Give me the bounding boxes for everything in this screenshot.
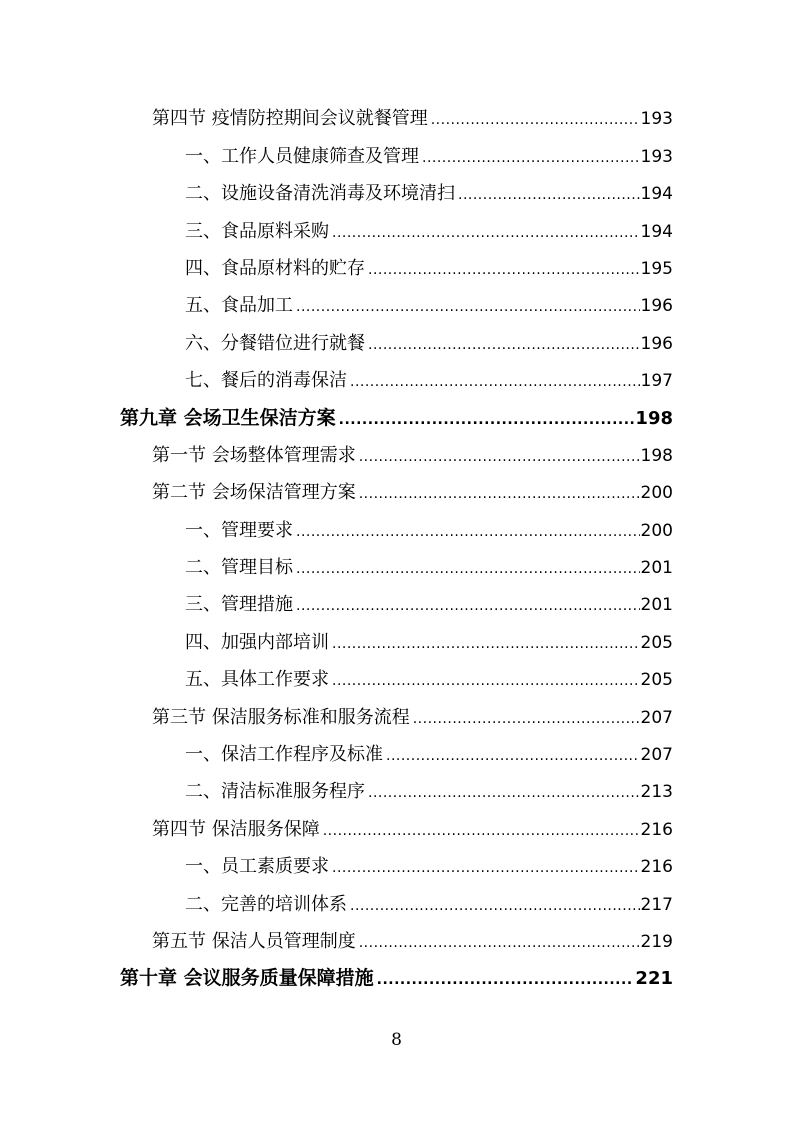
toc-entry-label: 第十章 会议服务质量保障措施 xyxy=(120,967,374,990)
toc-entry-label: 六、分餐错位进行就餐 xyxy=(185,332,365,354)
toc-entry[interactable] xyxy=(0,848,793,885)
toc-entry[interactable] xyxy=(0,137,793,174)
toc-entry[interactable] xyxy=(0,362,793,399)
toc-entry[interactable] xyxy=(0,511,793,548)
toc-entry-label: 七、餐后的消毒保洁 xyxy=(185,370,347,392)
toc-entry-label: 第九章 会场卫生保洁方案 xyxy=(120,406,336,429)
toc-entry[interactable] xyxy=(0,324,793,361)
table-of-contents xyxy=(0,100,793,997)
toc-entry-label: 第四节 疫情防控期间会议就餐管理 xyxy=(152,108,428,130)
toc-leader-dots xyxy=(431,113,640,127)
toc-entry-label: 五、食品加工 xyxy=(185,295,293,317)
toc-entry[interactable] xyxy=(0,287,793,324)
toc-entry[interactable] xyxy=(0,586,793,623)
toc-leader-dots xyxy=(377,973,635,987)
toc-entry-page: 205 xyxy=(640,632,673,653)
toc-entry[interactable] xyxy=(0,549,793,586)
toc-leader-dots xyxy=(422,151,640,165)
toc-entry[interactable] xyxy=(0,100,793,137)
toc-entry-page: 200 xyxy=(640,483,673,504)
toc-entry-label: 二、清洁标准服务程序 xyxy=(185,781,365,803)
toc-entry[interactable] xyxy=(0,623,793,660)
toc-entry-page: 217 xyxy=(640,894,673,915)
toc-leader-dots xyxy=(296,300,640,314)
toc-entry-page: 205 xyxy=(640,670,673,691)
toc-entry-label: 五、具体工作要求 xyxy=(185,669,329,691)
toc-leader-dots xyxy=(296,525,640,539)
toc-leader-dots xyxy=(332,861,640,875)
toc-leader-dots xyxy=(332,226,640,240)
toc-entry[interactable] xyxy=(0,212,793,249)
toc-entry-page: 196 xyxy=(640,333,673,354)
toc-entry-label: 一、员工素质要求 xyxy=(185,856,329,878)
toc-entry[interactable] xyxy=(0,773,793,810)
toc-leader-dots xyxy=(368,786,640,800)
toc-entry[interactable] xyxy=(0,885,793,922)
toc-leader-dots xyxy=(296,599,640,613)
toc-entry-page: 216 xyxy=(640,819,673,840)
toc-entry-label: 第四节 保洁服务保障 xyxy=(152,818,320,840)
toc-entry-label: 二、管理目标 xyxy=(185,557,293,579)
toc-entry[interactable] xyxy=(0,250,793,287)
toc-entry-page: 198 xyxy=(640,445,673,466)
toc-entry-page: 221 xyxy=(635,968,673,990)
toc-entry[interactable] xyxy=(0,437,793,474)
toc-entry-page: 219 xyxy=(640,931,673,952)
toc-entry-label: 二、完善的培训体系 xyxy=(185,893,347,915)
toc-entry-label: 第二节 会场保洁管理方案 xyxy=(152,482,356,504)
toc-leader-dots xyxy=(332,674,640,688)
toc-entry-label: 二、设施设备清洗消毒及环境清扫 xyxy=(185,183,455,205)
toc-entry-page: 201 xyxy=(640,558,673,579)
toc-leader-dots xyxy=(359,450,640,464)
toc-entry-page: 197 xyxy=(640,371,673,392)
toc-entry-label: 第三节 保洁服务标准和服务流程 xyxy=(152,706,410,728)
toc-leader-dots xyxy=(332,637,640,651)
toc-entry-label: 第五节 保洁人员管理制度 xyxy=(152,930,356,952)
toc-leader-dots xyxy=(368,263,640,277)
toc-entry[interactable] xyxy=(0,661,793,698)
toc-leader-dots xyxy=(458,188,640,202)
toc-entry-page: 194 xyxy=(640,221,673,242)
toc-entry-page: 193 xyxy=(640,146,673,167)
toc-leader-dots xyxy=(386,749,640,763)
page-number: 8 xyxy=(391,1030,402,1050)
toc-entry-label: 一、工作人员健康筛查及管理 xyxy=(185,145,419,167)
toc-leader-dots xyxy=(323,824,640,838)
toc-entry-label: 三、管理措施 xyxy=(185,594,293,616)
toc-entry[interactable] xyxy=(0,736,793,773)
toc-leader-dots xyxy=(413,712,640,726)
toc-leader-dots xyxy=(368,338,640,352)
toc-entry-page: 207 xyxy=(640,707,673,728)
toc-entry[interactable] xyxy=(0,399,793,436)
toc-entry-page: 196 xyxy=(640,296,673,317)
toc-entry-label: 一、管理要求 xyxy=(185,519,293,541)
toc-entry-page: 201 xyxy=(640,595,673,616)
toc-entry[interactable] xyxy=(0,474,793,511)
toc-leader-dots xyxy=(350,375,640,389)
toc-entry-label: 三、食品原料采购 xyxy=(185,220,329,242)
toc-entry[interactable] xyxy=(0,960,793,997)
toc-entry[interactable] xyxy=(0,175,793,212)
toc-leader-dots xyxy=(350,899,640,913)
toc-entry-page: 213 xyxy=(640,782,673,803)
toc-entry[interactable] xyxy=(0,810,793,847)
toc-entry-page: 216 xyxy=(640,857,673,878)
toc-leader-dots xyxy=(339,413,635,427)
toc-leader-dots xyxy=(296,562,640,576)
toc-entry[interactable] xyxy=(0,923,793,960)
toc-entry-label: 一、保洁工作程序及标准 xyxy=(185,744,383,766)
toc-leader-dots xyxy=(359,487,640,501)
toc-entry-page: 194 xyxy=(640,184,673,205)
toc-entry-label: 第一节 会场整体管理需求 xyxy=(152,444,356,466)
toc-entry-page: 200 xyxy=(640,520,673,541)
toc-entry-page: 193 xyxy=(640,109,673,130)
toc-entry[interactable] xyxy=(0,698,793,735)
toc-entry-page: 198 xyxy=(635,407,673,429)
toc-entry-label: 四、加强内部培训 xyxy=(185,631,329,653)
toc-entry-page: 195 xyxy=(640,258,673,279)
toc-leader-dots xyxy=(359,936,640,950)
toc-entry-page: 207 xyxy=(640,745,673,766)
toc-entry-label: 四、食品原材料的贮存 xyxy=(185,257,365,279)
